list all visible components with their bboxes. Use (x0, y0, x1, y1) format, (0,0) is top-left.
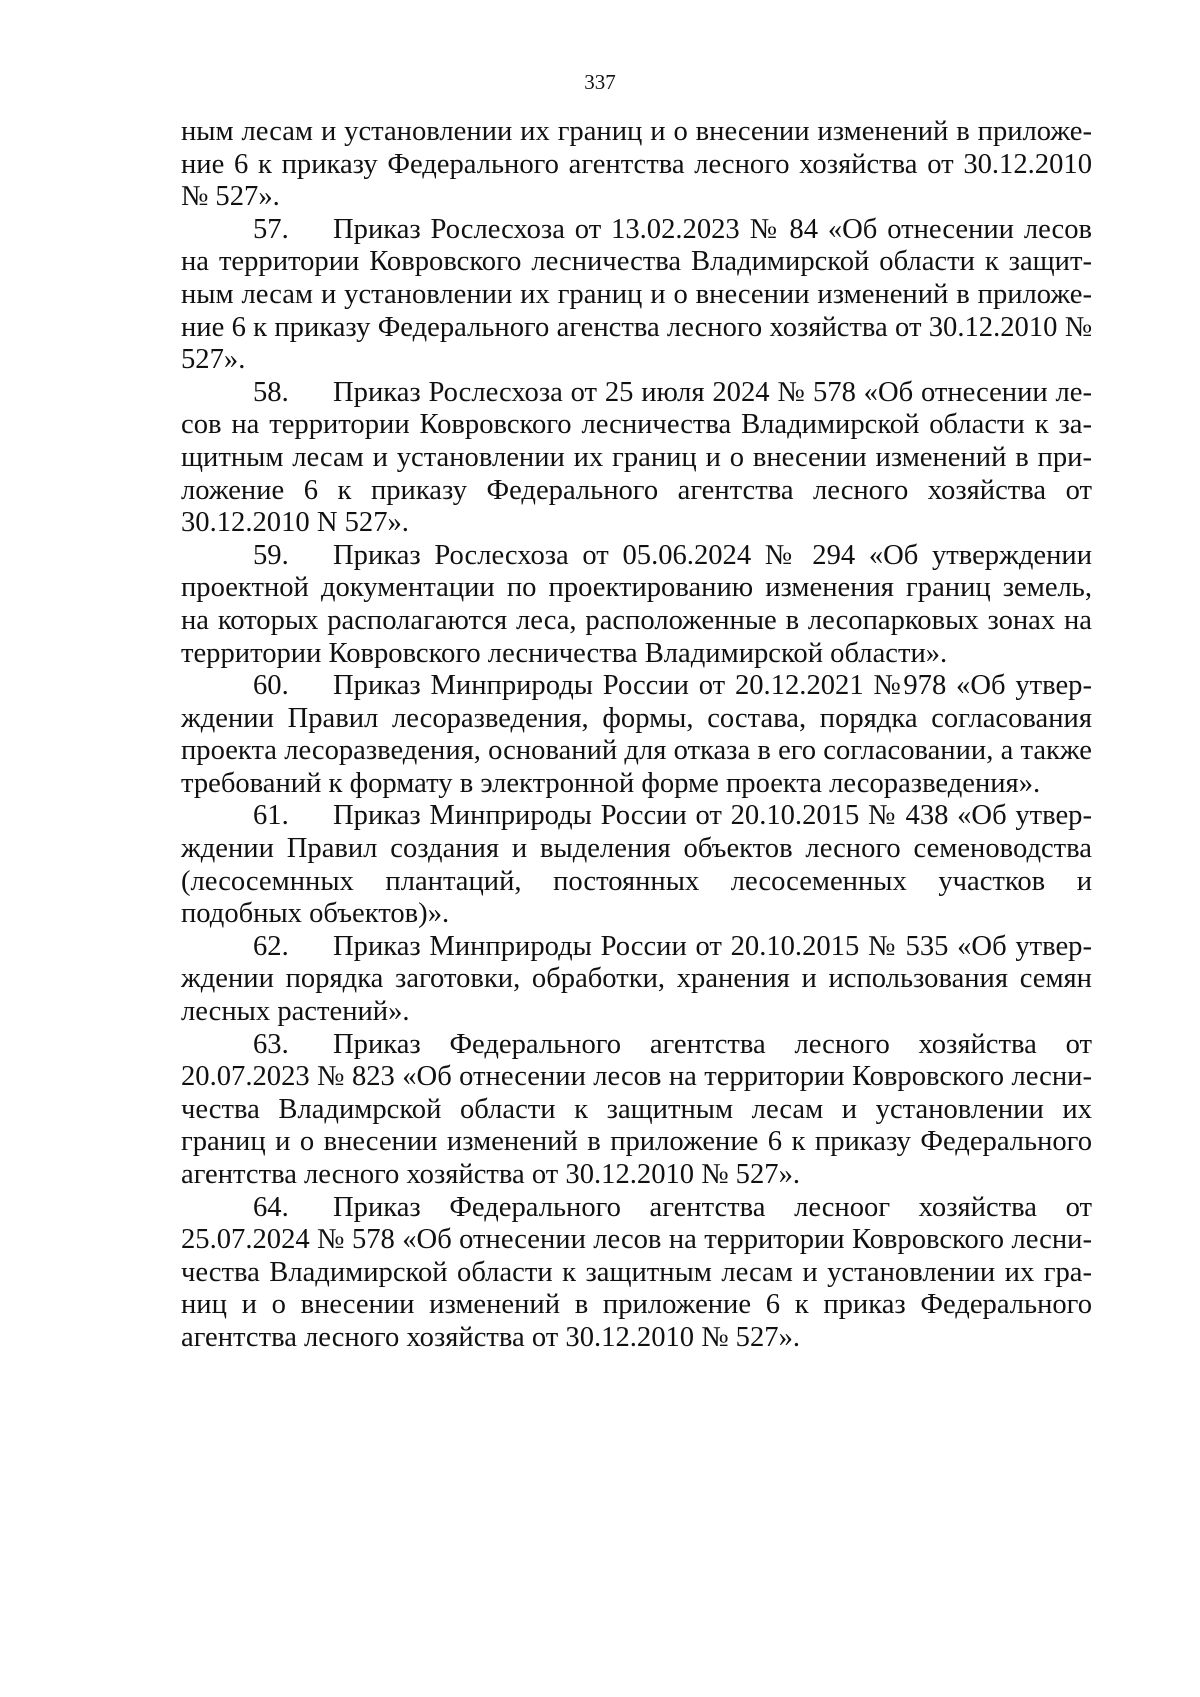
list-item (181, 540, 1092, 670)
item-number: 63. (253, 1028, 289, 1060)
list-item (181, 214, 1092, 377)
item-number: 57. (253, 213, 289, 245)
list-item (181, 1029, 1092, 1192)
item-number: 60. (253, 670, 289, 702)
item-text: Приказ Минприроды России от 20.10.2015 № 438 «Об утверждении Правил создания и выделения объектов лесного семеноводства (лесосемнных плантаций, постоянных лесосеменных участков и подобных объектов)». (181, 800, 1092, 930)
list-item (181, 377, 1092, 540)
item-text: Приказ Федерального агентства лесноог хозяйства от 25.07.2024 № 578 «Об отнесении лесов на территории Ковровского лесничества Владимирской области к защитным лесам и установлении их границ и о внесении изменений в приложение 6 к приказ Федерального агентства лесного хозяйства от 30.12.2010 № 527». (181, 1191, 1092, 1353)
item-text: Приказ Минприроды России от 20.10.2015 № 535 «Об утверждении порядка заготовки, обработки, хранения и использования семян лесных растений». (181, 930, 1092, 1028)
list-item (181, 931, 1092, 1029)
item-text: Приказ Минприроды России от 20.12.2021 №978 «Об утверждении Правил лесоразведения, формы, состава, порядка согласования проекта лесоразведения, оснований для отказа в его согласовании, а также требований к формату в электронной форме проекта лесоразведения». (181, 670, 1092, 799)
item-number: 58. (253, 376, 289, 408)
list-item (181, 1192, 1092, 1355)
page-number: 337 (584, 70, 616, 94)
item-text: Приказ Рослесхоза от 13.02.2023 № 84 «Об отнесении лесов на территории Ковровского лесничества Владимирской области к защитным лесам и установлении их границ и о внесении изменений в приложение 6 к приказу Федерального агенства лесного хозяйства от 30.12.2010 № 527». (181, 213, 1092, 376)
item-number: 59. (253, 539, 289, 571)
item-text: Приказ Федерального агентства лесного хозяйства от 20.07.2023 № 823 «Об отнесении лесов на территории Ковровского лесничества Владимрской области к защитным лесам и установлении их границ и о внесении изменений в приложение 6 к приказу Федерального агентства лесного хозяйства от 30.12.2010 № 527». (181, 1028, 1092, 1190)
list-item (181, 670, 1092, 800)
item-number: 61. (253, 800, 289, 832)
continuation-paragraph: ным лесам и установлении их границ и о внесении изменений в приложение 6 к приказу Федерального агентства лесного хозяйства от 30.12.2010 № 527». (181, 116, 1092, 213)
document-body (181, 116, 1092, 1355)
list-item (181, 800, 1092, 930)
item-number: 62. (253, 930, 289, 962)
item-text: Приказ Рослесхоза от 25 июля 2024 № 578 «Об отнесении лесов на территории Ковровского лесничества Владимирской области к защитным лесам и установлении их границ и о внесении изменений в приложение 6 к приказу Федерального агентства лесного хозяйства от 30.12.2010 N 527». (181, 376, 1092, 539)
item-text: Приказ Рослесхоза от 05.06.2024 № 294 «Об утверждении проектной документации по проектированию изменения границ земель, на которых располагаются леса, расположенные в лесопарковых зонах на территории Ковровского лесничества Владимирской области». (181, 539, 1092, 669)
item-number: 64. (253, 1191, 289, 1223)
